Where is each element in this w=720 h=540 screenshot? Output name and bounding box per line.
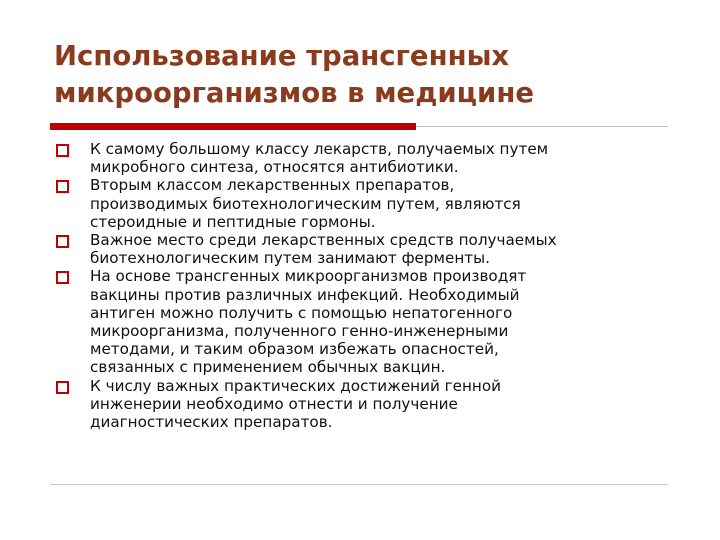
square-bullet-icon bbox=[56, 271, 69, 284]
bullet-item bbox=[56, 231, 670, 267]
footer-rule bbox=[50, 484, 668, 485]
title-underline-accent bbox=[50, 123, 416, 130]
slide-title: Использование трансгенных микроорганизмов в медицине bbox=[54, 40, 534, 109]
bullet-text: Вторым классом лекарственных препаратов, производимых биотехнологическим путем, являются стероидные и пептидные гормоны. bbox=[90, 176, 521, 231]
bullet-text: К самому большому классу лекарств, получаемых путем микробного синтеза, относятся антибиотики. bbox=[90, 140, 549, 177]
square-bullet-icon bbox=[56, 144, 69, 157]
bullet-item bbox=[56, 176, 670, 231]
bullet-item bbox=[56, 377, 670, 432]
bullet-text: Важное место среди лекарственных средств получаемых биотехнологическим путем занимают ферменты. bbox=[90, 231, 557, 268]
bullet-item bbox=[56, 140, 670, 176]
bullet-list bbox=[56, 140, 670, 431]
title-underline-rule bbox=[416, 126, 668, 127]
bullet-text: На основе трансгенных микроорганизмов производят вакцины против различных инфекций. Необходимый антиген можно получить с помощью непатогенного микроорганизма, полученного генно-инженерными методами, и таким образом избежать опасностей, связанных с применением обычных вакцин. bbox=[90, 267, 527, 377]
square-bullet-icon bbox=[56, 180, 69, 193]
bullet-item bbox=[56, 267, 670, 376]
square-bullet-icon bbox=[56, 235, 69, 248]
bullet-text: К числу важных практических достижений генной инженерии необходимо отнести и получение диагностических препаратов. bbox=[90, 376, 502, 432]
square-bullet-icon bbox=[56, 381, 69, 394]
